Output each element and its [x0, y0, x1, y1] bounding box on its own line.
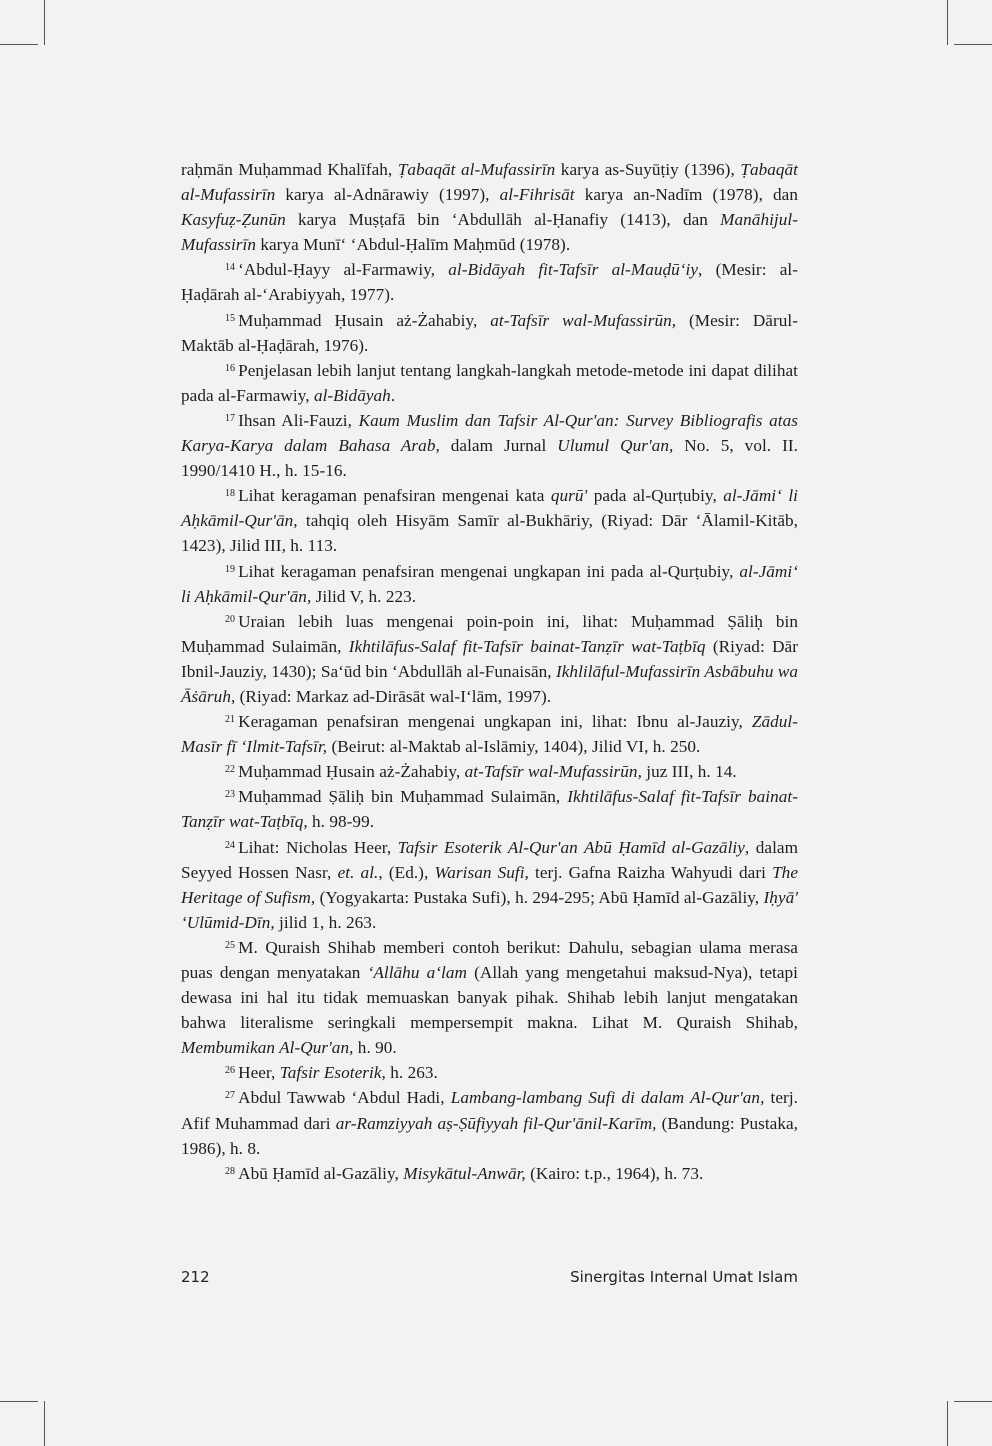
- footnote-number: 20: [225, 613, 236, 625]
- footnote-number: 19: [225, 563, 236, 575]
- footnote-26: $^{26}$ Heer, Tafsir Esoterik, h. 263.: [225, 1063, 438, 1083]
- crop-mark: [954, 1401, 992, 1402]
- footnote-number: 26: [225, 1065, 236, 1077]
- footnote-number: 14: [225, 262, 236, 274]
- footnote-23: $^{23}$ Muḥammad Ṣāliḥ bin Muḥammad Sulaimān, Ikhtilāfus-Salaf fit-Tafsīr bainat-Tanẓīr wat-Taṭbīq, h. 98-99.: [181, 787, 798, 832]
- footnote-number: 28: [225, 1165, 236, 1177]
- footnote-number: 21: [225, 714, 236, 726]
- footnote-20: $^{20}$ Uraian lebih luas mengenai poin-poin ini, lihat: Muḥammad Ṣāliḥ bin Muḥammad Sulaimān, Ikhtilāfus-Salaf fit-Tafsīr bainat-Tanẓīr wat-Taṭbīq (Riyad: Dār Ibnil-Jauziy, 1430); Saʻūd bin ʻAbdullāh al-Funaisān, Ikhlilāful-Mufassirīn Asbābuhu wa Āṡāruh, (Riyad: Markaz ad-Dirāsāt wal-Iʻlām, 1997).: [181, 611, 799, 706]
- page-number: 212: [181, 1268, 210, 1286]
- footnote-17: $^{17}$ Ihsan Ali-Fauzi, Kaum Muslim dan Tafsir Al-Qur'an: Survey Bibliografis atas Karya-Karya dalam Bahasa Arab, dalam Jurnal Ulumul Qur'an, No. 5, vol. II. 1990/1410 H., h. 15-16.: [181, 410, 799, 481]
- footnote-22: $^{22}$ Muḥammad Ḥusain aż-Żahabiy, at-Tafsīr wal-Mufassirūn, juz III, h. 14.: [225, 762, 737, 782]
- crop-mark: [954, 44, 992, 45]
- footnote-number: 24: [225, 839, 236, 851]
- crop-mark: [44, 0, 45, 45]
- footnote-continuation: raḥmān Muḥammad Khalīfah, Ṭabaqāt al-Mufassirīn karya as-Suyūṭiy (1396), Ṭabaqāt al-Mufassirīn karya al-Adnārawiy (1997), al-Fihrisāt karya an-Nadīm (1978), dan Kasyfuẓ-Ẓunūn karya Muṣṭafā bin ʻAbdullāh al-Ḥanafiy (1413), dan Manāhijul-Mufassirīn karya Munīʻ ʻAbdul-Ḥalīm Maḥmūd (1978).: [181, 160, 798, 255]
- footnote-16: $^{16}$ Penjelasan lebih lanjut tentang langkah-langkah metode-metode ini dapat dilihat pada al-Farmawiy, al-Bidāyah.: [181, 360, 798, 405]
- footnote-18: $^{18}$ Lihat keragaman penafsiran mengenai kata qurū' pada al-Qurṭubiy, al-Jāmiʻ li Aḥkāmil-Qur'ān, tahqiq oleh Hisyām Samīr al-Bukhāriy, (Riyad: Dār ʻĀlamil-Kitāb, 1423), Jilid III, h. 113.: [181, 486, 798, 556]
- running-footer-title: Sinergitas Internal Umat Islam: [570, 1268, 798, 1286]
- footnote-28: $^{28}$ Abū Ḥamīd al-Gazāliy, Misykātul-Anwār, (Kairo: t.p., 1964), h. 73.: [225, 1163, 704, 1183]
- footnote-14: $^{14}$ ʻAbdul-Ḥayy al-Farmawiy, al-Bidāyah fit-Tafsīr al-Mauḍūʻiy, (Mesir: al-Ḥaḍārah al-ʻArabiyyah, 1977).: [181, 260, 798, 305]
- footnote-24: $^{24}$ Lihat: Nicholas Heer, Tafsir Esoterik Al-Qur'an Abū Ḥamīd al-Gazāliy, dalam Seyyed Hossen Nasr, et. al., (Ed.), Warisan Sufi, terj. Gafna Raizha Wahyudi dari The Heritage of Sufism, (Yogyakarta: Pustaka Sufi), h. 294-295; Abū Ḥamīd al-Gazāliy, Iḥyā' ʻUlūmid-Dīn, jilid 1, h. 263.: [181, 837, 799, 932]
- crop-mark: [947, 1401, 948, 1446]
- footnote-number: 25: [225, 939, 236, 951]
- crop-mark: [0, 44, 38, 45]
- footnote-27: $^{27}$ Abdul Tawwab ʻAbdul Hadi, Lambang-lambang Sufi di dalam Al-Qur'an, terj. Afif Muhammad dari ar-Ramziyyah aṣ-Ṣūfiyyah fil-Qur'ānil-Karīm, (Bandung: Pustaka, 1986), h. 8.: [181, 1088, 799, 1158]
- footnote-number: 23: [225, 789, 236, 801]
- crop-mark: [947, 0, 948, 45]
- footnote-15: $^{15}$ Muḥammad Ḥusain aż-Żahabiy, at-Tafsīr wal-Mufassirūn, (Mesir: Dārul-Maktāb al-Ḥaḍārah, 1976).: [181, 310, 798, 355]
- footnote-number: 22: [225, 764, 236, 776]
- footnote-19: $^{19}$ Lihat keragaman penafsiran mengenai ungkapan ini pada al-Qurṭubiy, al-Jāmiʻ li Aḥkāmil-Qur'ān, Jilid V, h. 223.: [181, 561, 798, 606]
- footnote-number: 16: [225, 362, 236, 374]
- footnotes-text: [181, 157, 798, 1186]
- footnote-21: $^{21}$ Keragaman penafsiran mengenai ungkapan ini, lihat: Ibnu al-Jauziy, Zādul-Masīr fī ʻIlmit-Tafsīr, (Beirut: al-Maktab al-Islāmiy, 1404), Jilid VI, h. 250.: [181, 712, 798, 757]
- footnote-number: 18: [225, 488, 236, 500]
- footnote-number: 17: [225, 412, 236, 424]
- footnote-number: 27: [225, 1090, 236, 1102]
- crop-mark: [44, 1401, 45, 1446]
- footnote-25: $^{25}$ M. Quraish Shihab memberi contoh berikut: Dahulu, sebagian ulama merasa puas dengan menyatakan ʻAllāhu aʻlam (Allah yang mengetahui maksud-Nya), tetapi dewasa ini hal itu tidak memuaskan banyak pihak. Shihab lebih lanjut mengatakan bahwa literalisme seringkali mempersempit makna. Lihat M. Quraish Shihab, Membumikan Al-Qur'an, h. 90.: [181, 937, 799, 1058]
- crop-mark: [0, 1401, 38, 1402]
- footnote-number: 15: [225, 312, 236, 324]
